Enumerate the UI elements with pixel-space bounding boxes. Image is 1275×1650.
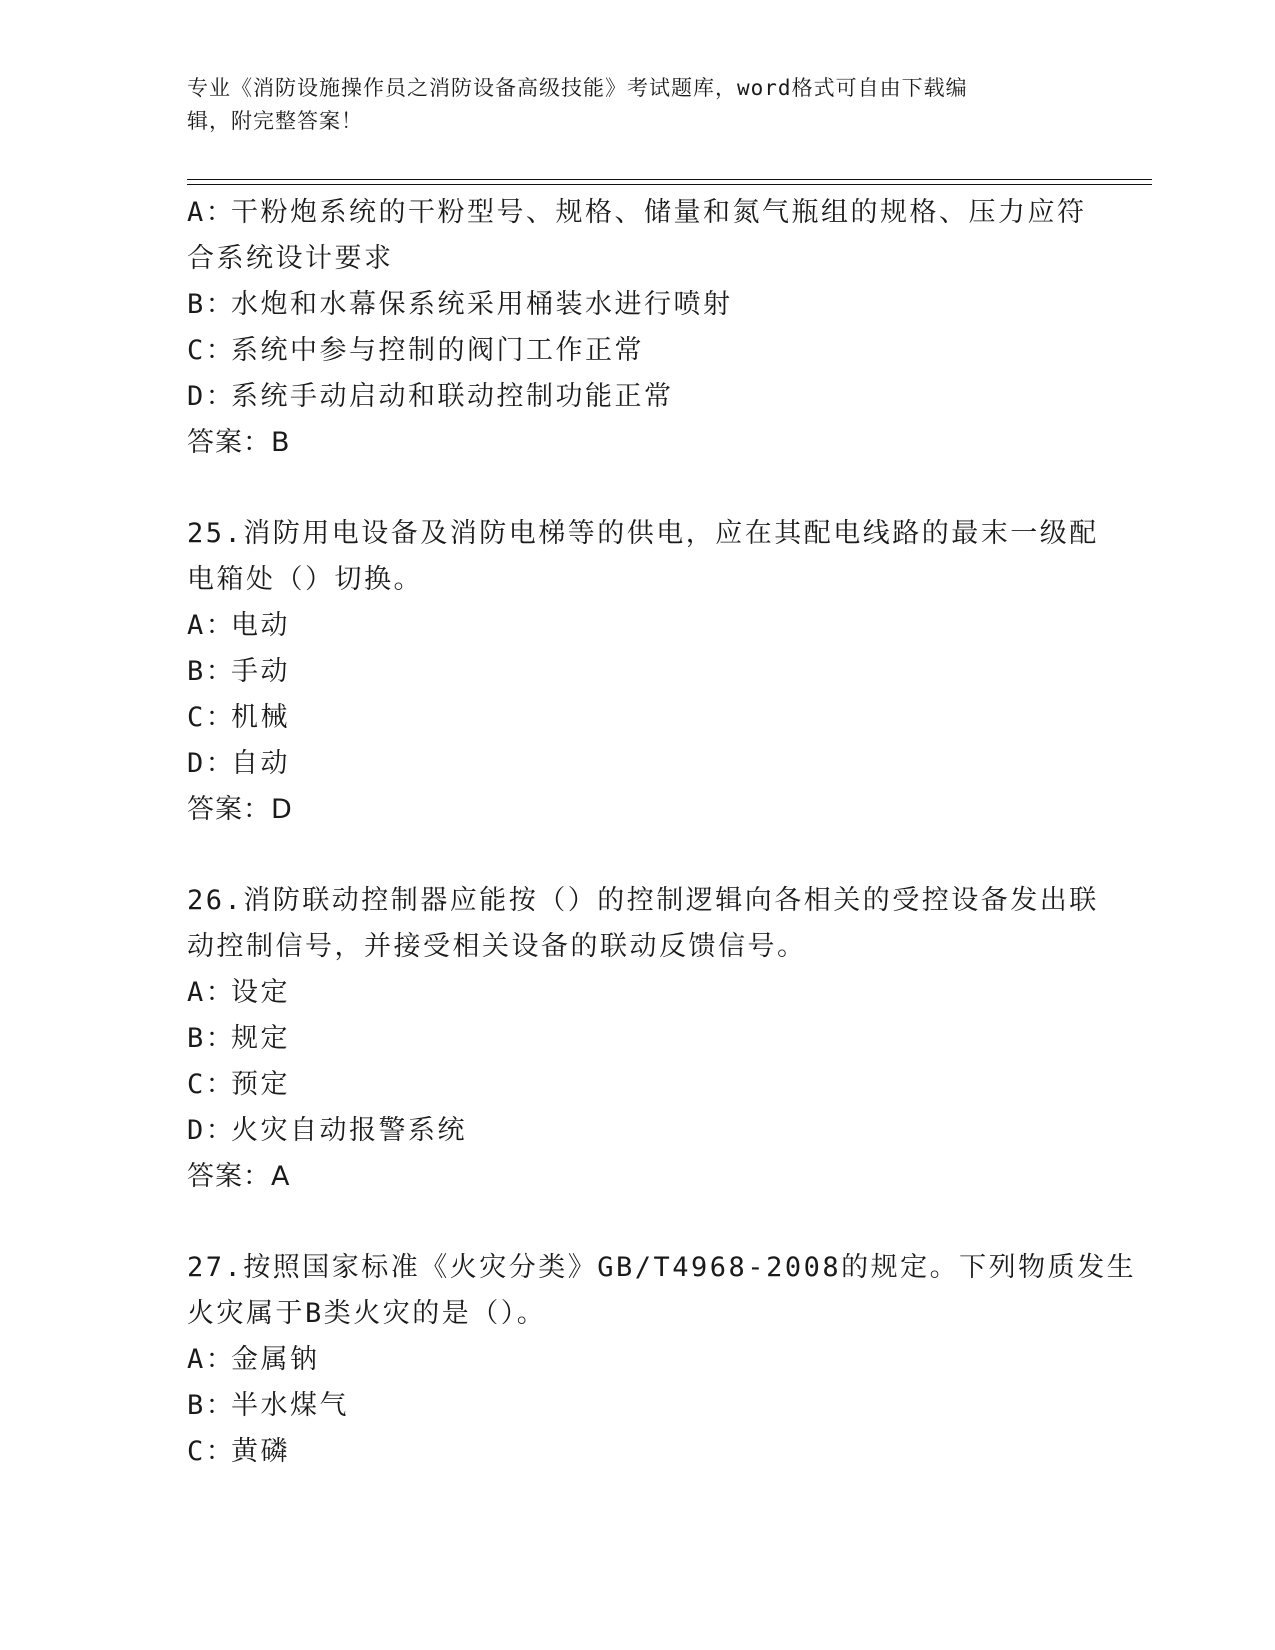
option-d (187, 1108, 1087, 1154)
question-stem: 26.消防联动控制器应能按（）的控制逻辑向各相关的受控设备发出联 (187, 885, 1099, 916)
option-key: D： (187, 748, 236, 779)
option-a (187, 603, 1087, 649)
option-a (187, 1337, 1087, 1383)
option-key: B： (187, 1390, 236, 1421)
answer-line: 答案：D (187, 794, 293, 825)
option-text: 电动 (231, 610, 290, 641)
option-b (187, 1383, 1087, 1429)
option-b (187, 282, 1087, 328)
option-text: 规定 (231, 1023, 290, 1054)
option-text: 预定 (231, 1069, 290, 1100)
option-key: A： (187, 197, 236, 228)
option-c (187, 328, 1087, 374)
option-a (187, 190, 1087, 236)
option-text: 干粉炮系统的干粉型号、规格、储量和氮气瓶组的规格、压力应符 (231, 197, 1087, 228)
option-text: 金属钠 (231, 1344, 320, 1375)
option-d (187, 741, 1087, 787)
option-a-continuation: 合系统设计要求 (187, 243, 394, 274)
option-d (187, 374, 1087, 420)
option-key: A： (187, 610, 236, 641)
option-key: C： (187, 335, 236, 366)
question-stem-continuation: 动控制信号，并接受相关设备的联动反馈信号。 (187, 931, 807, 962)
option-text: 机械 (231, 702, 290, 733)
header-line-1: 专业《消防设施操作员之消防设备高级技能》考试题库，word格式可自由下载编 (187, 76, 968, 100)
option-text: 水炮和水幕保系统采用桶装水进行喷射 (231, 289, 733, 320)
document-body (187, 190, 1137, 1475)
option-c (187, 1429, 1087, 1475)
question-26 (187, 878, 1099, 1200)
option-key: D： (187, 1115, 236, 1146)
option-key: B： (187, 1023, 236, 1054)
question-stem-continuation: 火灾属于B类火灾的是（）。 (187, 1298, 547, 1329)
spacer (187, 466, 1087, 511)
answer-line: 答案：B (187, 427, 291, 458)
option-key: D： (187, 381, 236, 412)
option-text: 手动 (231, 656, 290, 687)
option-b (187, 649, 1087, 695)
option-c (187, 695, 1087, 741)
spacer (187, 833, 1087, 878)
option-key: A： (187, 977, 236, 1008)
option-text: 设定 (231, 977, 290, 1008)
question-27 (187, 1245, 1137, 1475)
spacer (187, 1200, 1087, 1245)
option-key: C： (187, 1436, 236, 1467)
answer-line: 答案：A (187, 1161, 291, 1192)
option-text: 系统手动启动和联动控制功能正常 (231, 381, 674, 412)
option-text: 自动 (231, 748, 290, 779)
option-a (187, 970, 1087, 1016)
question-stem: 25.消防用电设备及消防电梯等的供电，应在其配电线路的最末一级配 (187, 518, 1099, 549)
option-key: C： (187, 1069, 236, 1100)
question-stem-continuation: 电箱处（）切换。 (187, 564, 423, 595)
option-text: 半水煤气 (231, 1390, 349, 1421)
header-divider-bottom (187, 184, 1152, 185)
option-key: B： (187, 289, 236, 320)
option-text: 黄磷 (231, 1436, 290, 1467)
option-key: A： (187, 1344, 236, 1375)
header-divider-top (187, 179, 1152, 180)
option-key: B： (187, 656, 236, 687)
option-key: C： (187, 702, 236, 733)
header-line-2: 辑，附完整答案！ (187, 109, 363, 133)
question-24-continuation (187, 190, 1087, 466)
option-text: 火灾自动报警系统 (231, 1115, 467, 1146)
document-header (187, 72, 1087, 138)
option-b (187, 1016, 1087, 1062)
question-stem: 27.按照国家标准《火灾分类》GB/T4968-2008的规定。下列物质发生 (187, 1252, 1137, 1283)
question-25 (187, 511, 1099, 833)
option-text: 系统中参与控制的阀门工作正常 (231, 335, 644, 366)
option-c (187, 1062, 1087, 1108)
